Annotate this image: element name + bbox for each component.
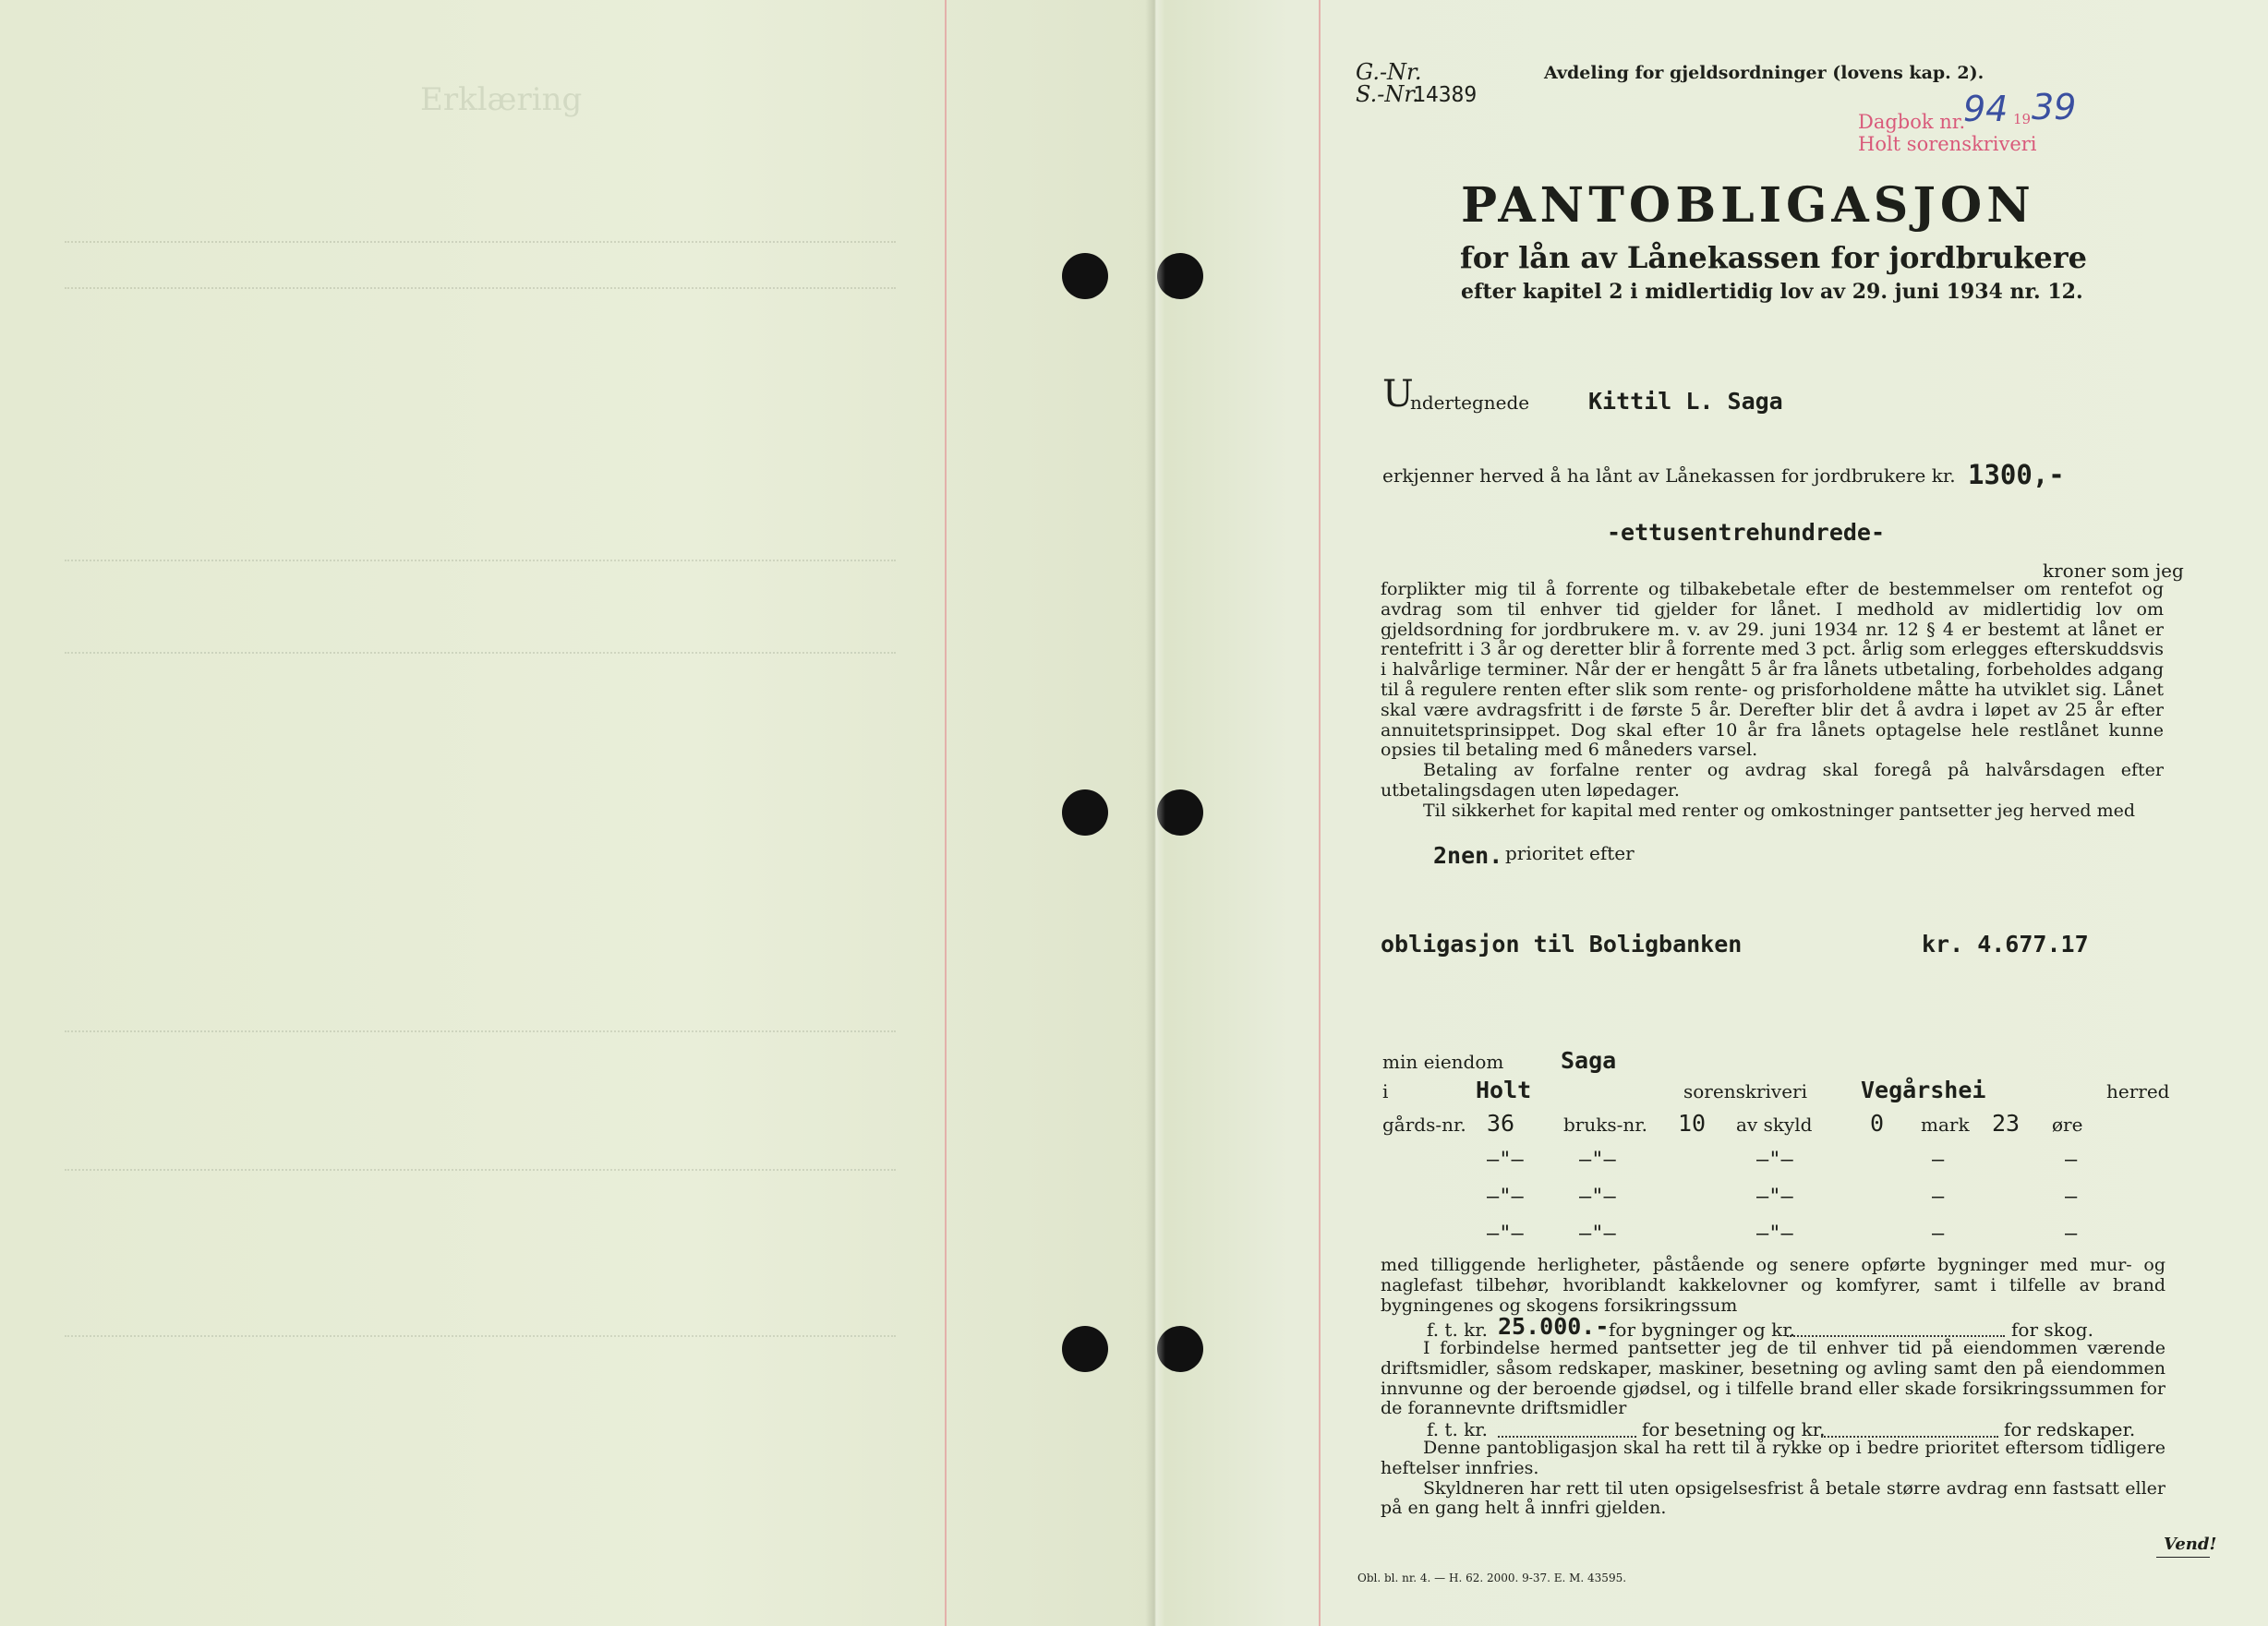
ditto-cell: — bbox=[1932, 1186, 1945, 1209]
ditto-cell: —"— bbox=[1579, 1223, 1616, 1246]
right-margin-rule bbox=[1319, 0, 1321, 1626]
vend-underline bbox=[2156, 1557, 2210, 1558]
ore-label: øre bbox=[2052, 1114, 2083, 1136]
left-page-ghost-line bbox=[65, 226, 896, 243]
undertegnede-initial: U bbox=[1382, 373, 1414, 416]
left-page-ghost-line bbox=[65, 1016, 896, 1032]
mark-label: mark bbox=[1921, 1114, 1970, 1136]
bruks-nr-label: bruks-nr. bbox=[1563, 1114, 1647, 1136]
skyld-label: av skyld bbox=[1736, 1114, 1813, 1136]
prior-obligation-text: obligasjon til Boligbanken bbox=[1381, 931, 1743, 958]
left-page-ghost-line bbox=[65, 1154, 896, 1171]
priority-value: 2nen. bbox=[1433, 842, 1503, 869]
eiendom-value: Saga bbox=[1561, 1047, 1617, 1074]
ditto-cell: —"— bbox=[1487, 1186, 1524, 1209]
terms-paragraph-1: forplikter mig til å forrente og tilbakebetale efter de bestemmelser om rentefot og avdrag som til enhver tid gjelder for lånet. I medhold av midlertidig lov om gjeldsordning for jordbrukere m. v. av 29. juni 1934 nr. 12 § 4 er bestemt at lånet er rentefritt i 3 år og deretter blir å forrente med 3 pct. årlig som erlegges efterskuddsvis i halvårlige terminer. Når der er hengått 5 år fra lånets utbetaling, forbeholdes adgang til å regulere renten efter slik som rente- og prisforholdene måtte ha utviklet sig. Lånet skal være avdragsfritt i de første 5 år. Derefter blir det å avdra i løpet av 25 år efter annuitetsprinsippet. Dog skal efter 10 år fra lånets optagelse hele restlånet kunne opsies til betaling med 6 måneders varsel. bbox=[1381, 579, 2164, 761]
gards-nr-label: gårds-nr. bbox=[1382, 1114, 1466, 1136]
terms-paragraph-2: Betaling av forfalne renter og avdrag skal foregå på halvårsdagen efter utbetalingsdagen uten løpedager. bbox=[1381, 760, 2164, 801]
terms-paragraph-3: Til sikkerhet for kapital med renter og omkostninger pantsetter jeg herved med bbox=[1423, 800, 2135, 821]
dagbok-stamp-label: Dagbok nr. bbox=[1858, 111, 1966, 133]
g-nr-label: G.-Nr. bbox=[1356, 59, 1422, 85]
ditto-cell: —"— bbox=[1756, 1186, 1793, 1209]
s-nr-value: 14389 bbox=[1413, 83, 1478, 107]
print-info-footer: Obl. bl. nr. 4. — H. 62. 2000. 9-37. E. M. 43595. bbox=[1357, 1572, 1627, 1584]
for-besetning-label: for besetning og kr. bbox=[1642, 1418, 1826, 1440]
herred-label: herred bbox=[2106, 1080, 2170, 1102]
ditto-cell: —"— bbox=[1756, 1149, 1793, 1172]
closing-paragraph-1: Denne pantobligasjon skal ha rett til å rykke op i bedre prioritet eftersom tidligere heftelser innfries. bbox=[1381, 1438, 2165, 1478]
buildings-text: med tilliggende herligheter, påstående og senere opførte bygninger med mur- og naglefast tilbehør, hvoriblandt kakkelovner og komfyrer, samt i tilfelle av brand bygningenes og skogens forsikringssum bbox=[1381, 1255, 2165, 1316]
acknowledgement-text: erkjenner herved å ha lånt av Lånekassen for jordbrukere kr. bbox=[1382, 464, 1956, 487]
left-page-ghost-line bbox=[65, 637, 896, 654]
herred-value: Vegårshei bbox=[1861, 1077, 1986, 1103]
undertegnede-label: ndertegnede bbox=[1410, 391, 1530, 414]
ditto-cell: — bbox=[2065, 1149, 2078, 1172]
left-page-ghost-line bbox=[65, 1320, 896, 1337]
priority-label: prioritet efter bbox=[1505, 842, 1635, 864]
sorenskriveri-label: sorenskriveri bbox=[1683, 1080, 1808, 1102]
ditto-cell: — bbox=[2065, 1186, 2078, 1209]
bruks-nr-value: 10 bbox=[1678, 1110, 1707, 1137]
department-heading: Avdeling for gjeldsordninger (lovens kap. 2). bbox=[1544, 63, 1984, 83]
prior-obligation-amount: kr. 4.677.17 bbox=[1922, 931, 2089, 958]
left-page-ghost-heading: Erklæring bbox=[420, 81, 583, 118]
signatory-name: Kittil L. Saga bbox=[1588, 388, 1783, 415]
buildings-ft-kr: f. t. kr. bbox=[1427, 1319, 1488, 1341]
gards-nr-value: 36 bbox=[1487, 1110, 1515, 1137]
loan-terms bbox=[1381, 580, 2164, 822]
ditto-cell: —"— bbox=[1579, 1149, 1616, 1172]
punch-hole bbox=[1062, 789, 1108, 836]
punch-hole bbox=[1062, 1326, 1108, 1372]
dagbok-year-prefix: 19 bbox=[2013, 111, 2032, 127]
document-legal-basis: efter kapitel 2 i midlertidig lov av 29. juni 1934 nr. 12. bbox=[1461, 280, 2083, 304]
dagbok-number: 94 bbox=[1963, 89, 2009, 129]
sorenskriveri-value: Holt bbox=[1476, 1077, 1532, 1103]
equipment-clause bbox=[1381, 1339, 2165, 1419]
loan-amount: 1300,- bbox=[1968, 459, 2065, 490]
ditto-cell: —"— bbox=[1487, 1149, 1524, 1172]
for-redskaper-label: for redskaper. bbox=[2004, 1418, 2136, 1440]
closing-paragraph-2: Skyldneren har rett til uten opsigelsesfrist å betale større avdrag enn fastsatt eller på en gang helt å innfri gjelden. bbox=[1381, 1477, 2165, 1519]
ditto-cell: — bbox=[1932, 1223, 1945, 1246]
kroner-som-jeg: kroner som jeg bbox=[2043, 560, 2184, 582]
punch-hole bbox=[1062, 253, 1108, 299]
buildings-clause bbox=[1381, 1256, 2165, 1316]
ditto-cell: —"— bbox=[1756, 1223, 1793, 1246]
loan-amount-words: -ettusentrehundrede- bbox=[1607, 519, 1886, 546]
closing-clauses bbox=[1381, 1439, 2165, 1519]
left-page-ghost-line bbox=[65, 545, 896, 561]
ditto-cell: — bbox=[2065, 1223, 2078, 1246]
dagbok-year-suffix: 39 bbox=[2032, 87, 2077, 127]
vend-note: Vend! bbox=[2164, 1535, 2217, 1554]
skog-amount-blank bbox=[1787, 1322, 2005, 1337]
buildings-insurance-amount: 25.000.- bbox=[1498, 1313, 1610, 1340]
mark-value: 23 bbox=[1992, 1110, 2021, 1137]
ditto-cell: —"— bbox=[1579, 1186, 1616, 1209]
redskaper-amount-blank bbox=[1821, 1423, 1998, 1438]
i-label: i bbox=[1382, 1080, 1389, 1102]
equipment-text: I forbindelse hermed pantsetter jeg de til enhver tid på eiendommen værende driftsmidler, såsom redskaper, maskiner, besetning og avling samt den på eiendommen innvunne og der beroende gjødsel, og i tilfelle brand eller skade forsikringssummen for de forannevnte driftsmidler bbox=[1381, 1338, 2165, 1419]
skyld-value: 0 bbox=[1870, 1110, 1885, 1137]
sorenskriveri-stamp: Holt sorenskriveri bbox=[1858, 133, 2037, 155]
page-fold bbox=[1145, 0, 1165, 1626]
ditto-cell: —"— bbox=[1487, 1223, 1524, 1246]
besetning-amount-blank bbox=[1498, 1423, 1636, 1438]
for-skog-label: for skog. bbox=[2011, 1319, 2093, 1341]
for-bygninger-label: for bygninger og kr. bbox=[1609, 1319, 1796, 1341]
left-page-ghost-line bbox=[65, 272, 896, 289]
left-margin-rule bbox=[945, 0, 947, 1626]
equipment-ft-kr: f. t. kr. bbox=[1427, 1418, 1488, 1440]
document-subtitle: for lån av Lånekassen for jordbrukere bbox=[1460, 240, 2087, 275]
eiendom-label: min eiendom bbox=[1382, 1051, 1504, 1073]
document-title: PANTOBLIGASJON bbox=[1461, 177, 2035, 234]
s-nr-label: S.-Nr. bbox=[1356, 81, 1419, 107]
ditto-cell: — bbox=[1932, 1149, 1945, 1172]
